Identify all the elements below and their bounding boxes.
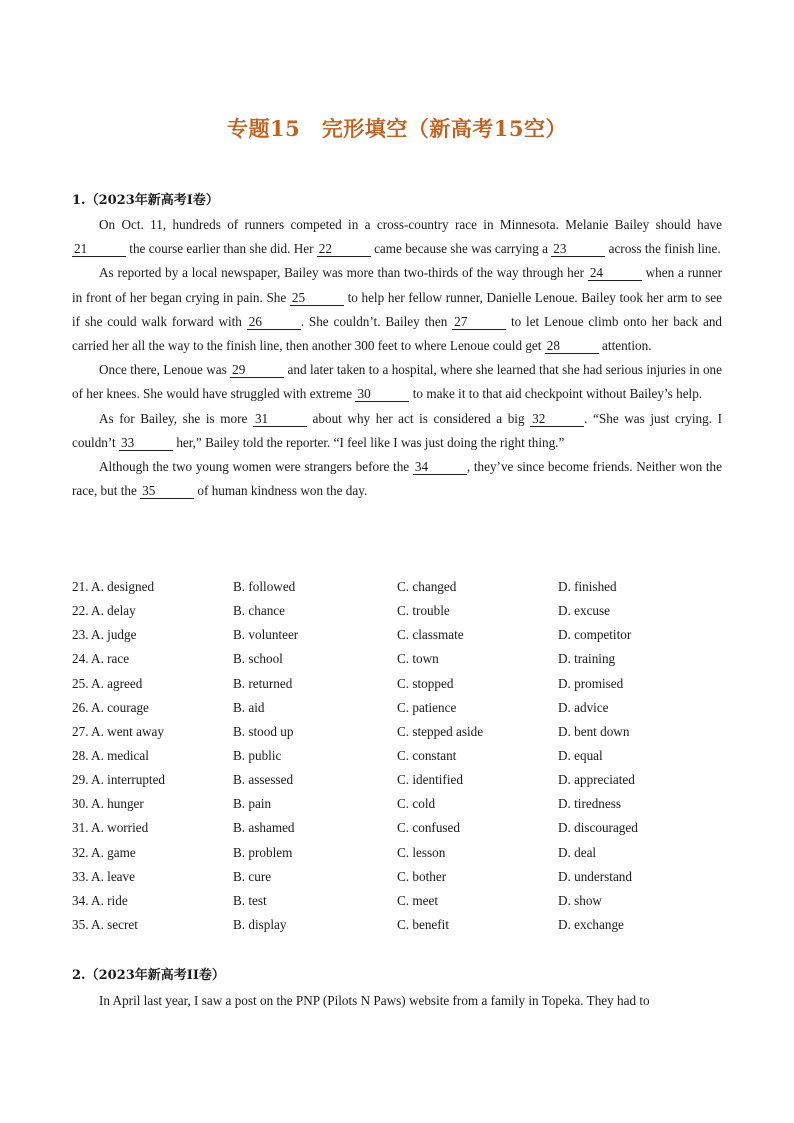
blank-35[interactable]: 35 [140,483,194,499]
paragraph-2: As reported by a local newspaper, Bailey was more than two-thirds of the way through her 24 when a runner in front of her began crying in pain. She 25 to help her fellow runner, Danielle Lenoue. Bailey took her arm to see if she could walk forward with 26 . She couldn’t. Bailey then 27 to let Lenoue climb onto her back and carried her all the way to the finish line, then another 300 feet to where Lenoue could get 28 attention. [72,265,723,354]
option[interactable]: C. bother [397,868,447,884]
option[interactable]: B. returned [233,675,293,691]
option[interactable]: B. pain [233,796,272,812]
option[interactable]: 30. A. hunger [72,796,144,812]
option[interactable]: C. cold [397,796,436,812]
option[interactable]: C. lesson [397,844,446,860]
blank-23[interactable]: 23 [551,241,605,257]
option[interactable]: C. town [397,651,439,667]
option[interactable]: 27. A. went away [72,723,164,739]
option[interactable]: B. school [233,651,283,667]
blank-22[interactable]: 22 [317,241,371,257]
option[interactable]: C. confused [397,820,460,836]
option[interactable]: C. stopped [397,675,454,691]
question-1-heading: 1.（2023年新高考I卷） [72,193,219,208]
option-row-32 [72,842,732,866]
option-row-29 [72,769,732,793]
option[interactable]: D. promised [558,675,624,691]
option[interactable]: 33. A. leave [72,868,135,884]
option[interactable]: B. test [233,892,267,908]
option[interactable]: 24. A. race [72,651,130,667]
option[interactable]: B. public [233,747,282,763]
option[interactable]: 28. A. medical [72,747,149,763]
option[interactable]: C. meet [397,892,439,908]
option[interactable]: B. volunteer [233,627,299,643]
blank-30[interactable]: 30 [355,386,409,402]
option[interactable]: B. ashamed [233,820,295,836]
blank-21[interactable]: 21 [72,241,126,257]
option-row-35 [72,914,732,938]
option[interactable]: D. advice [558,699,609,715]
page-title: 专题15 完形填空（新高考15空） [227,116,567,141]
blank-27[interactable]: 27 [452,314,506,330]
paragraph-3: Once there, Lenoue was 29 and later taken to a hospital, where she learned that she had serious injuries in one of her knees. She would have struggled with extreme 30 to make it to that aid checkpoint without Bailey’s help. [72,362,723,402]
option-row-21 [72,576,732,600]
option[interactable]: D. bent down [558,723,630,739]
option[interactable]: B. followed [233,579,296,594]
option[interactable]: D. tiredness [558,796,621,812]
option[interactable]: B. problem [233,844,293,860]
paragraph-4: As for Bailey, she is more 31 about why her act is considered a big 32 . “She was just crying. I couldn’t 33 her,” Bailey told the reporter. “I feel like I was just doing the right thing.” [72,410,723,450]
option[interactable]: 29. A. interrupted [72,772,166,788]
option[interactable]: 31. A. worried [72,820,149,836]
blank-34[interactable]: 34 [413,459,467,475]
option[interactable]: C. benefit [397,916,450,932]
option-row-31 [72,817,732,841]
blank-28[interactable]: 28 [545,338,599,354]
option[interactable]: 22. A. delay [72,603,136,619]
blank-33[interactable]: 33 [119,435,173,451]
option[interactable]: B. assessed [233,772,294,788]
option[interactable]: D. equal [558,747,603,763]
options-list [72,576,732,938]
option[interactable]: 25. A. agreed [72,675,143,691]
passage-2-first-line: In April last year, I saw a post on the PNP (Pilots N Paws) website from a family in Topeka. They had to [99,993,650,1008]
option-row-27 [72,721,732,745]
option[interactable]: C. patience [397,699,457,715]
option[interactable]: 21. A. designed [72,579,155,594]
option[interactable]: D. excuse [558,603,610,619]
paragraph-5: Although the two young women were strangers before the 34 , they’ve since become friends. Neither won the race, but the 35 of human kindness won the day. [72,459,722,499]
passage-1 [72,213,722,503]
option-row-22 [72,600,732,624]
option[interactable]: D. finished [558,579,617,594]
option[interactable]: B. stood up [233,723,294,739]
option[interactable]: B. display [233,916,287,932]
option[interactable]: D. understand [558,868,632,884]
option[interactable]: C. changed [397,579,457,594]
blank-26[interactable]: 26 [247,314,301,330]
option-row-33 [72,866,732,890]
option[interactable]: B. cure [233,868,272,884]
option[interactable]: 26. A. courage [72,699,149,715]
option-row-25 [72,673,732,697]
option[interactable]: 32. A. game [72,844,136,860]
option[interactable]: D. training [558,651,616,667]
option[interactable]: 35. A. secret [72,916,138,932]
option-row-30 [72,793,732,817]
blank-24[interactable]: 24 [588,265,642,281]
option[interactable]: B. aid [233,699,265,715]
option-row-34 [72,890,732,914]
option[interactable]: B. chance [233,603,285,619]
option[interactable]: D. appreciated [558,772,635,788]
option-row-23 [72,624,732,648]
option[interactable]: C. stepped aside [397,723,484,739]
option[interactable]: C. classmate [397,627,464,643]
option-row-26 [72,697,732,721]
option[interactable]: 34. A. ride [72,892,128,908]
option-row-28 [72,745,732,769]
option[interactable]: C. identified [397,772,463,788]
paragraph-1: On Oct. 11, hundreds of runners competed in a cross-country race in Minnesota. Melanie Bailey should have 21 the course earlier than she did. Her 22 came because she was carrying a 23 across the finish line. [74,217,722,257]
option[interactable]: D. discouraged [558,820,638,836]
blank-31[interactable]: 31 [253,411,307,427]
blank-25[interactable]: 25 [290,290,344,306]
option[interactable]: 23. A. judge [72,627,137,643]
option[interactable]: D. deal [558,844,597,860]
blank-29[interactable]: 29 [230,362,284,378]
option[interactable]: D. exchange [558,916,624,932]
option[interactable]: D. show [558,892,602,908]
option[interactable]: C. constant [397,747,457,763]
blank-32[interactable]: 32 [530,411,584,427]
question-2-heading: 2.（2023年新高考II卷） [72,968,225,983]
option[interactable]: C. trouble [397,603,450,619]
option-row-24 [72,648,732,672]
option[interactable]: D. competitor [558,627,632,643]
